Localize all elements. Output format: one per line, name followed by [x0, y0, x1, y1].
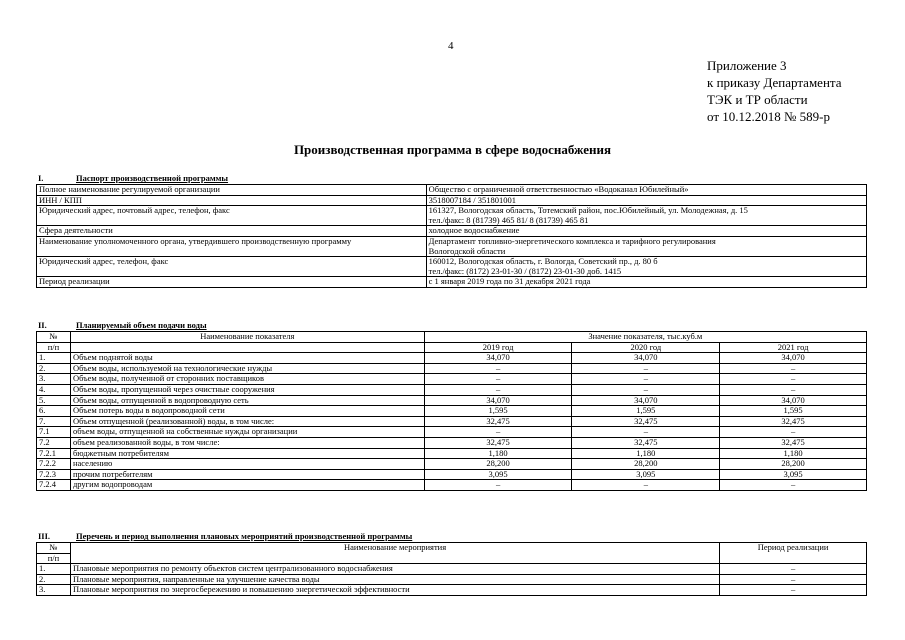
row-indicator-name: Объем потерь воды в водопроводной сети [70, 406, 424, 417]
row-value-year: – [424, 427, 572, 438]
row-indicator-name: Объем воды, используемой на технологические нужды [70, 363, 424, 374]
col-header-year: 2021 год [720, 342, 867, 353]
col-header-period: Период реализации [720, 543, 867, 564]
table-row [37, 226, 867, 237]
row-value-year: – [572, 363, 720, 374]
row-value-year: 32,475 [720, 416, 867, 427]
row-value-year: 1,595 [720, 406, 867, 417]
table-row [37, 406, 867, 417]
appendix-line: Приложение 3 [707, 58, 787, 73]
passport-table-body [37, 185, 867, 288]
row-value-year: 34,070 [720, 353, 867, 364]
row-value-year: – [424, 363, 572, 374]
row-value-year: 34,070 [572, 353, 720, 364]
table-row [37, 427, 867, 438]
row-value-year: 34,070 [572, 395, 720, 406]
col-header-name: Наименование мероприятия [70, 543, 719, 564]
col-header-year: 2020 год [572, 342, 720, 353]
table-row [37, 363, 867, 374]
row-number: 2. [37, 574, 71, 585]
row-value-year: 32,475 [572, 416, 720, 427]
col-header-number: № [37, 332, 71, 343]
table-row [37, 195, 867, 206]
row-value-year: 32,475 [424, 416, 572, 427]
row-indicator-name: объем воды, отпущенной на собственные нужды организации [70, 427, 424, 438]
water-volume-table [36, 331, 867, 491]
section-number: II. [38, 320, 47, 330]
row-value [426, 257, 866, 277]
row-indicator-name: бюджетным потребителям [70, 448, 424, 459]
section-3-heading [38, 531, 412, 541]
row-value-line: холодное водоснабжение [428, 225, 520, 236]
row-value-year: – [424, 384, 572, 395]
table-row [37, 353, 867, 364]
row-measure-name: Плановые мероприятия по энергосбережению и повышению энергетической эффективности [70, 585, 719, 596]
table-row [37, 564, 867, 575]
section-title: Перечень и период выполнения плановых мероприятий производственной программы [76, 531, 413, 541]
col-header-np: п/п [37, 342, 71, 353]
section-title: Планируемый объем подачи воды [76, 320, 207, 330]
row-label: Полное наименование регулируемой организации [37, 185, 427, 196]
table-row [37, 236, 867, 256]
row-indicator-name: объем реализованной воды, в том числе: [70, 437, 424, 448]
row-value-year: 1,595 [424, 406, 572, 417]
row-indicator-name: Объем отпущенной (реализованной) воды, в том числе: [70, 416, 424, 427]
row-value-line: тел./факс: (8172) 23-01-30 / (8172) 23-01-30 доб. 1415 [428, 265, 622, 276]
row-value-year: 34,070 [424, 395, 572, 406]
row-value-line: Вологодской области [428, 245, 506, 256]
section-number: III. [38, 531, 51, 541]
row-label: ИНН / КПП [37, 195, 427, 206]
row-value-year: 34,070 [424, 353, 572, 364]
row-value-year: 1,180 [572, 448, 720, 459]
row-value-year: 3,095 [424, 469, 572, 480]
row-value-line: Департамент топливно-энергетического комплекса и тарифного регулирования [428, 235, 716, 246]
col-header-name: Наименование показателя [70, 332, 424, 343]
water-volume-table-body [37, 353, 867, 491]
row-number: 7.1 [37, 427, 71, 438]
row-number: 7.2.3 [37, 469, 71, 480]
row-value-year: – [572, 384, 720, 395]
table-row [37, 185, 867, 196]
col-header-np: п/п [37, 553, 71, 564]
measures-table-body [37, 564, 867, 596]
row-value-year: 28,200 [424, 459, 572, 470]
row-indicator-name: Объем воды, отпущенной в водопроводную сеть [70, 395, 424, 406]
row-value-year: 1,595 [572, 406, 720, 417]
row-value-year: 1,180 [424, 448, 572, 459]
table-row [37, 437, 867, 448]
row-period: – [720, 585, 867, 596]
table-row [37, 469, 867, 480]
table-row [37, 374, 867, 385]
appendix-line: от 10.12.2018 № 589-р [707, 109, 830, 124]
row-value-line: 3518007184 / 351801001 [428, 194, 516, 205]
table-row [37, 459, 867, 470]
row-value [426, 236, 866, 256]
row-value-year: – [424, 374, 572, 385]
table-row [37, 416, 867, 427]
row-value-year: 32,475 [720, 437, 867, 448]
row-number: 2. [37, 363, 71, 374]
row-number: 7.2.2 [37, 459, 71, 470]
row-number: 7. [37, 416, 71, 427]
row-value-year: – [720, 480, 867, 491]
row-number: 5. [37, 395, 71, 406]
row-value-year: – [424, 480, 572, 491]
row-number: 6. [37, 406, 71, 417]
appendix-line: к приказу Департамента [707, 75, 842, 90]
row-value-year: – [572, 427, 720, 438]
row-indicator-name: другим водопроводам [70, 480, 424, 491]
section-2-heading [38, 320, 207, 330]
passport-table [36, 184, 867, 288]
row-value-line: Общество с ограниченной ответственностью «Водоканал Юбилейный» [428, 184, 689, 194]
table-row [37, 395, 867, 406]
col-header-empty [70, 342, 424, 353]
row-value [426, 277, 866, 288]
row-value-year: 1,180 [720, 448, 867, 459]
row-number: 7.2.4 [37, 480, 71, 491]
row-measure-name: Плановые мероприятия, направленные на улучшение качества воды [70, 574, 719, 585]
table-row [37, 574, 867, 585]
row-value-line: 160012, Вологодская область, г. Вологда, Советский пр., д. 80 б [428, 256, 658, 267]
row-value-year: 28,200 [720, 459, 867, 470]
row-indicator-name: Объем поднятой воды [70, 353, 424, 364]
row-value-year: 34,070 [720, 395, 867, 406]
table-row [37, 480, 867, 491]
row-value-line: с 1 января 2019 года по 31 декабря 2021 года [428, 276, 591, 287]
row-value-year: – [572, 374, 720, 385]
row-value-year: 32,475 [572, 437, 720, 448]
row-value [426, 185, 866, 196]
row-number: 1. [37, 564, 71, 575]
table-row [37, 206, 867, 226]
row-number: 1. [37, 353, 71, 364]
row-value-line: тел./факс: 8 (81739) 465 81/ 8 (81739) 465 81 [428, 214, 589, 225]
measures-table [36, 542, 867, 596]
row-value [426, 226, 866, 237]
row-value [426, 195, 866, 206]
table-row [37, 277, 867, 288]
row-label: Сфера деятельности [37, 226, 427, 237]
table-row [37, 257, 867, 277]
row-number: 7.2.1 [37, 448, 71, 459]
section-1-heading [38, 173, 228, 183]
row-indicator-name: Объем воды, полученной от сторонних поставщиков [70, 374, 424, 385]
row-indicator-name: населению [70, 459, 424, 470]
row-value-year: 32,475 [424, 437, 572, 448]
table-row [37, 585, 867, 596]
row-value [426, 206, 866, 226]
appendix-block [707, 57, 842, 125]
appendix-line: ТЭК и ТР области [707, 92, 808, 107]
row-value-year: 28,200 [572, 459, 720, 470]
section-title: Паспорт производственной программы [76, 173, 229, 183]
section-number: I. [38, 173, 44, 183]
col-header-year: 2019 год [424, 342, 572, 353]
row-label: Наименование уполномоченного органа, утвердившего производственную программу [37, 236, 427, 256]
row-value-year: – [720, 374, 867, 385]
row-value-year: – [720, 384, 867, 395]
document-title: Производственная программа в сфере водоснабжения [293, 142, 612, 157]
row-period: – [720, 564, 867, 575]
col-header-value: Значение показателя, тыс.куб.м [424, 332, 866, 343]
row-number: 3. [37, 374, 71, 385]
row-label: Период реализации [37, 277, 427, 288]
table-row [37, 448, 867, 459]
row-number: 3. [37, 585, 71, 596]
row-value-year: – [572, 480, 720, 491]
row-label: Юридический адрес, почтовый адрес, телефон, факс [37, 206, 427, 226]
row-number: 4. [37, 384, 71, 395]
page-number: 4 [448, 40, 454, 52]
row-value-line: 161327, Вологодская область, Тотемский район, пос.Юбилейный, ул. Молодежная, д. 15 [428, 205, 748, 216]
row-period: – [720, 574, 867, 585]
row-value-year: – [720, 427, 867, 438]
row-value-year: 3,095 [572, 469, 720, 480]
row-measure-name: Плановые мероприятия по ремонту объектов систем централизованного водоснабжения [70, 564, 719, 575]
row-value-year: – [720, 363, 867, 374]
row-value-year: 3,095 [720, 469, 867, 480]
col-header-number: № [37, 543, 71, 554]
row-label: Юридический адрес, телефон, факс [37, 257, 427, 277]
table-row [37, 384, 867, 395]
row-indicator-name: прочим потребителям [70, 469, 424, 480]
row-indicator-name: Объем воды, пропущенной через очистные сооружения [70, 384, 424, 395]
row-number: 7.2 [37, 437, 71, 448]
